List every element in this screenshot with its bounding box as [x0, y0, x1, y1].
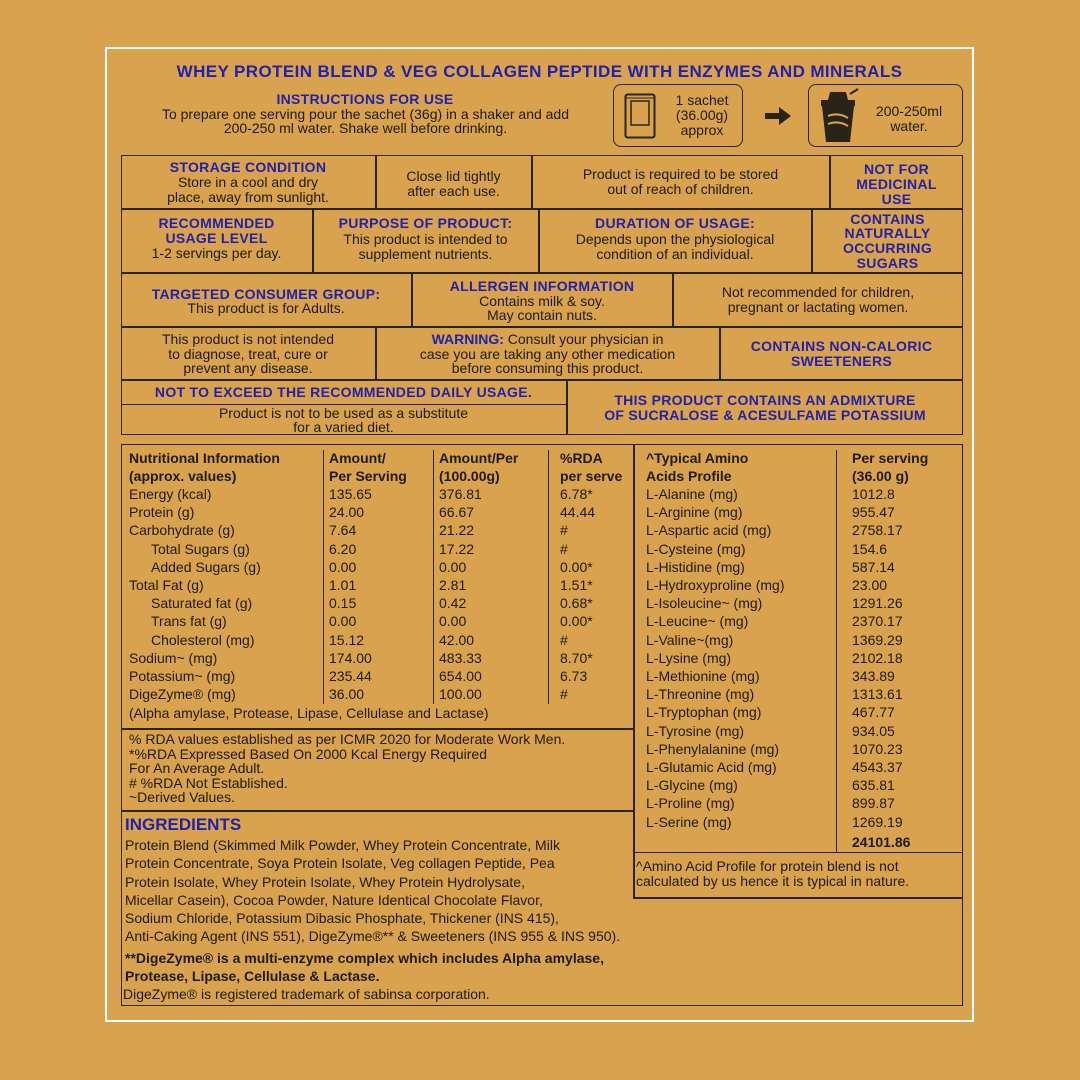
nutrient-name: Potassium~ (mg): [129, 668, 236, 685]
nutrient-name: Protein (g): [129, 504, 195, 521]
lid-text-1: Close lid tightly: [406, 168, 501, 184]
amino-acid-value: 635.81: [852, 777, 895, 794]
amino-acid-name: L-Glycine (mg): [646, 777, 738, 794]
nutrient-per-100g: 0.42: [439, 595, 467, 612]
digezyme-note-1: **DigeZyme® is a multi-enzyme complex which includes Alpha amylase,: [125, 950, 604, 966]
amino-acid-value: 154.6: [852, 540, 888, 557]
amino-acid-value: 23.00: [852, 577, 888, 594]
sucralose-text-1: THIS PRODUCT CONTAINS AN ADMIXTURE: [614, 392, 916, 408]
diagnose-text-3: prevent any disease.: [183, 360, 313, 376]
nutrient-rda: #: [560, 686, 568, 703]
amino-acid-value: 467.77: [852, 704, 895, 721]
sugars-text-1: CONTAINS: [850, 211, 925, 227]
nutrient-name: Total Fat (g): [129, 577, 204, 594]
nutrient-rda: 6.78*: [560, 486, 593, 502]
amino-header-value: [852, 449, 928, 485]
enzymes-note: (Alpha amylase, Protease, Lipase, Cellulase and Lactase): [129, 705, 489, 721]
nutrient-rda: 0.00*: [560, 613, 593, 630]
warning-heading: WARNING:: [431, 331, 504, 347]
nutrient-rda: 8.70*: [560, 649, 593, 666]
sugars-text-3: OCCURRING: [842, 240, 933, 256]
recommended-heading-1: RECOMMENDED: [158, 215, 275, 231]
amino-acid-value: 2758.17: [852, 522, 903, 539]
nutrient-per-serving: 24.00: [329, 504, 365, 521]
duration-text-1: Depends upon the physiological: [575, 231, 775, 247]
amino-acid-name: L-Hydroxyproline (mg): [646, 577, 785, 594]
diagnose-text-2: to diagnose, treat, cure or: [168, 346, 328, 362]
nutrient-per-100g: 483.33: [439, 649, 482, 666]
nutrient-rda: 0.68*: [560, 595, 593, 612]
footnote-3: For An Average Adult.: [129, 760, 265, 776]
amino-header-2: Acids Profile: [646, 468, 732, 485]
lid-text-2: after each use.: [407, 183, 500, 199]
amino-acid-value: 1369.29: [852, 631, 903, 648]
nutrient-rda: 1.51*: [560, 577, 593, 594]
amino-acid-value: 1070.23: [852, 740, 903, 757]
non-caloric-text-1: CONTAINS NON-CALORIC: [750, 338, 933, 354]
amino-values-column: [852, 485, 903, 831]
amino-acid-name: L-Alanine (mg): [646, 486, 738, 502]
instructions-line-2: 200-250 ml water. Shake well before drinking.: [223, 120, 508, 136]
amino-acid-value: 1291.26: [852, 595, 903, 612]
nutrient-per-serving: 6.20: [329, 540, 357, 557]
nutrient-per-serving: 15.12: [329, 631, 365, 648]
sucralose-text-2: OF SUCRALOSE & ACESULFAME POTASSIUM: [604, 407, 926, 423]
nutrient-per-100g: 2.81: [439, 577, 467, 594]
storage-text-2: place, away from sunlight.: [167, 189, 329, 205]
nutrient-rda: #: [560, 540, 568, 557]
nutrient-per-100g: 17.22: [439, 540, 475, 557]
amino-acid-name: L-Phenylalanine (mg): [646, 740, 780, 757]
allergen-text-2: May contain nuts.: [487, 307, 597, 323]
nutrition-header-2: (approx. values): [129, 468, 237, 485]
digezyme-note: [125, 949, 604, 986]
nutrient-per-100g: 100.00: [439, 686, 482, 703]
amino-note-1: ^Amino Acid Profile for protein blend is not: [636, 858, 899, 874]
medicinal-text-3: USE: [881, 191, 912, 207]
nutrient-per-serving: 0.00: [329, 558, 357, 575]
arrow-right-icon: [763, 105, 793, 127]
nutrient-per-serving: 0.00: [329, 613, 357, 630]
digezyme-note-2: Protease, Lipase, Cellulase & Lactase.: [125, 968, 380, 985]
nutrient-name: Carbohydrate (g): [129, 522, 235, 539]
not-recommended-text-2: pregnant or lactating women.: [727, 299, 909, 315]
amino-acid-value: 934.05: [852, 722, 895, 739]
non-caloric-text-2: SWEETENERS: [790, 353, 892, 369]
warning-line-1: [376, 332, 719, 347]
nutrient-name: Saturated fat (g): [151, 595, 253, 612]
nutrition-footnotes: [129, 732, 565, 805]
nutrition-serving-column: [329, 485, 372, 703]
amino-acid-name: L-Serine (mg): [646, 813, 732, 830]
sugars-text-4: SUGARS: [856, 255, 919, 271]
amino-header-name: [646, 449, 748, 485]
allergen-heading: ALLERGEN INFORMATION: [449, 278, 635, 294]
target-heading: TARGETED CONSUMER GROUP:: [151, 286, 381, 302]
nutrition-names-column: [129, 485, 261, 703]
nutrient-name: Sodium~ (mg): [129, 649, 218, 666]
amino-header-1: ^Typical Amino: [646, 450, 749, 466]
amino-acid-name: L-Cysteine (mg): [646, 540, 746, 557]
amino-acid-name: L-Tryptophan (mg): [646, 704, 762, 721]
amino-acid-value: 955.47: [852, 504, 895, 521]
amino-acid-name: L-Valine~(mg): [646, 631, 734, 648]
amino-header-3: Per serving: [852, 450, 929, 466]
nutrient-per-100g: 42.00: [439, 631, 475, 648]
warning-text-2: case you are taking any other medication: [419, 346, 676, 362]
amino-acid-name: L-Leucine~ (mg): [646, 613, 749, 630]
ingredients-line: Protein Blend (Skimmed Milk Powder, Whey Protein Concentrate, Milk: [125, 837, 560, 853]
sachet-label-3: approx: [680, 122, 724, 138]
ingredients-line: Protein Concentrate, Soya Protein Isolate, Veg collagen Peptide, Pea: [125, 855, 555, 872]
amino-acid-value: 1269.19: [852, 813, 903, 830]
amino-acid-name: L-Histidine (mg): [646, 558, 745, 575]
shaker-box: [808, 84, 963, 147]
nutrition-header-6: (100.00g): [439, 468, 500, 485]
ingredients-line: Sodium Chloride, Potassium Dibasic Phosphate, Thickener (INS 415),: [125, 910, 559, 927]
nutrient-per-serving: 7.64: [329, 522, 357, 539]
nutrient-rda: #: [560, 522, 568, 539]
children-text-1: Product is required to be stored: [582, 166, 779, 182]
ingredients-line: Protein Isolate, Whey Protein Isolate, Whey Protein Hydrolysate,: [125, 873, 525, 890]
nutrition-per100-column: [439, 485, 482, 703]
water-label-1: 200-250ml: [875, 103, 943, 119]
substitute-text-1: Product is not to be used as a substitute: [218, 405, 469, 421]
shaker-icon: [816, 88, 860, 144]
purpose-text-2: supplement nutrients.: [358, 246, 493, 262]
duration-text-2: condition of an individual.: [596, 246, 754, 262]
sachet-label-1: 1 sachet: [675, 92, 729, 108]
nutrient-per-100g: 654.00: [439, 668, 482, 685]
amino-acid-value: 2102.18: [852, 649, 903, 666]
warning-text-1: Consult your physician in: [507, 331, 664, 347]
nutrient-name: Cholesterol (mg): [151, 631, 255, 648]
nutrition-header-per100: [439, 449, 518, 485]
nutrient-rda: 6.73: [560, 668, 588, 685]
nutrient-name: DigeZyme® (mg): [129, 686, 236, 703]
nutrient-per-serving: 235.44: [329, 668, 372, 685]
amino-acid-name: L-Threonine (mg): [646, 686, 755, 703]
nutrition-header-5: Amount/Per: [439, 450, 519, 466]
amino-acid-name: L-Proline (mg): [646, 795, 735, 812]
amino-acid-name: L-Glutamic Acid (mg): [646, 759, 777, 776]
footnote-1: % RDA values established as per ICMR 2020 for Moderate Work Men.: [129, 731, 566, 747]
amino-acid-value: 899.87: [852, 795, 895, 812]
purpose-text-1: This product is intended to: [343, 231, 508, 247]
water-label-2: water.: [890, 118, 928, 134]
recommended-text: 1-2 servings per day.: [151, 245, 282, 261]
footnote-4: # %RDA Not Established.: [129, 774, 288, 791]
nutrition-header-rda: [560, 449, 622, 485]
amino-acid-name: L-Arginine (mg): [646, 504, 743, 521]
purpose-heading: PURPOSE OF PRODUCT:: [338, 215, 513, 231]
instructions-line-1: To prepare one serving pour the sachet (36g) in a shaker and add: [161, 106, 570, 122]
nutrition-header-7: %RDA: [560, 450, 603, 466]
nutrient-name: Added Sugars (g): [151, 558, 261, 575]
amino-acid-value: 4543.37: [852, 759, 903, 776]
nutrient-name: Total Sugars (g): [151, 540, 250, 557]
footnote-5: ~Derived Values.: [129, 789, 235, 805]
nutrient-per-serving: 1.01: [329, 577, 357, 594]
duration-heading: DURATION OF USAGE:: [595, 215, 755, 231]
warning-text-3: before consuming this product.: [451, 360, 644, 376]
amino-total: 24101.86: [852, 834, 911, 850]
product-title: WHEY PROTEIN BLEND & VEG COLLAGEN PEPTIDE WITH ENZYMES AND MINERALS: [176, 62, 903, 81]
nutrition-header-4: Per Serving: [329, 468, 407, 485]
amino-names-column: [646, 485, 784, 831]
substitute-text-2: for a varied diet.: [293, 419, 394, 435]
trademark-note: DigeZyme® is registered trademark of sabinsa corporation.: [123, 986, 490, 1002]
nutrition-header-3: Amount/: [329, 450, 386, 466]
medicinal-text-1: NOT FOR: [863, 161, 930, 177]
nutrient-name: Energy (kcal): [129, 486, 212, 502]
amino-acid-name: L-Aspartic acid (mg): [646, 522, 772, 539]
recommended-heading-2: USAGE LEVEL: [165, 230, 268, 246]
exceed-heading: NOT TO EXCEED THE RECOMMENDED DAILY USAGE.: [154, 384, 533, 400]
ingredients-text: [125, 836, 620, 946]
amino-note: [636, 859, 909, 889]
nutrient-rda: #: [560, 631, 568, 648]
nutrient-per-100g: 0.00: [439, 613, 467, 630]
nutrient-per-serving: 36.00: [329, 686, 365, 703]
amino-acid-value: 2370.17: [852, 613, 903, 630]
amino-header-4: (36.00 g): [852, 468, 909, 485]
amino-acid-value: 1313.61: [852, 686, 903, 703]
children-text-2: out of reach of children.: [607, 181, 754, 197]
amino-acid-value: 343.89: [852, 668, 895, 685]
sachet-box: [613, 84, 743, 147]
nutrient-rda: 44.44: [560, 504, 596, 521]
sugars-text-2: NATURALLY: [844, 225, 931, 241]
nutrient-per-serving: 135.65: [329, 486, 372, 502]
nutrition-header-serving: [329, 449, 407, 485]
not-recommended-text-1: Not recommended for children,: [721, 284, 915, 300]
nutrition-rda-column: [560, 485, 595, 703]
amino-acid-value: 1012.8: [852, 486, 895, 502]
diagnose-text-1: This product is not intended: [162, 331, 334, 347]
footnote-2: *%RDA Expressed Based On 2000 Kcal Energy Required: [129, 745, 487, 762]
nutrition-header-8: per serve: [560, 468, 623, 485]
nutrient-rda: 0.00*: [560, 558, 593, 575]
amino-acid-value: 587.14: [852, 558, 895, 575]
sachet-label-2: (36.00g): [675, 107, 729, 123]
instructions-heading: INSTRUCTIONS FOR USE: [276, 91, 454, 107]
nutrition-header-1: Nutritional Information: [129, 450, 280, 466]
ingredients-line: Anti-Caking Agent (INS 551), DigeZyme®** & Sweeteners (INS 955 & INS 950).: [125, 928, 621, 945]
nutrient-per-100g: 376.81: [439, 486, 482, 502]
storage-text-1: Store in a cool and dry: [177, 174, 319, 190]
amino-acid-name: L-Lysine (mg): [646, 649, 732, 666]
amino-note-2: calculated by us hence it is typical in nature.: [636, 873, 910, 889]
amino-acid-name: L-Tyrosine (mg): [646, 722, 745, 739]
ingredients-line: Micellar Casein), Cocoa Powder, Nature Identical Chocolate Flavor,: [125, 891, 543, 908]
nutrition-header-name: [129, 449, 280, 485]
amino-acid-name: L-Methionine (mg): [646, 668, 760, 685]
allergen-text-1: Contains milk & soy.: [479, 293, 605, 309]
amino-acid-name: L-Isoleucine~ (mg): [646, 595, 763, 612]
medicinal-text-2: MEDICINAL: [856, 176, 937, 192]
storage-heading: STORAGE CONDITION: [169, 159, 327, 175]
nutrient-per-100g: 21.22: [439, 522, 475, 539]
sachet-icon: [624, 93, 656, 139]
target-text: This product is for Adults.: [187, 300, 345, 316]
nutrient-per-serving: 174.00: [329, 649, 372, 666]
nutrient-per-100g: 66.67: [439, 504, 475, 521]
nutrient-per-serving: 0.15: [329, 595, 357, 612]
nutrient-per-100g: 0.00: [439, 558, 467, 575]
ingredients-heading: INGREDIENTS: [125, 815, 242, 834]
nutrient-name: Trans fat (g): [151, 613, 227, 630]
